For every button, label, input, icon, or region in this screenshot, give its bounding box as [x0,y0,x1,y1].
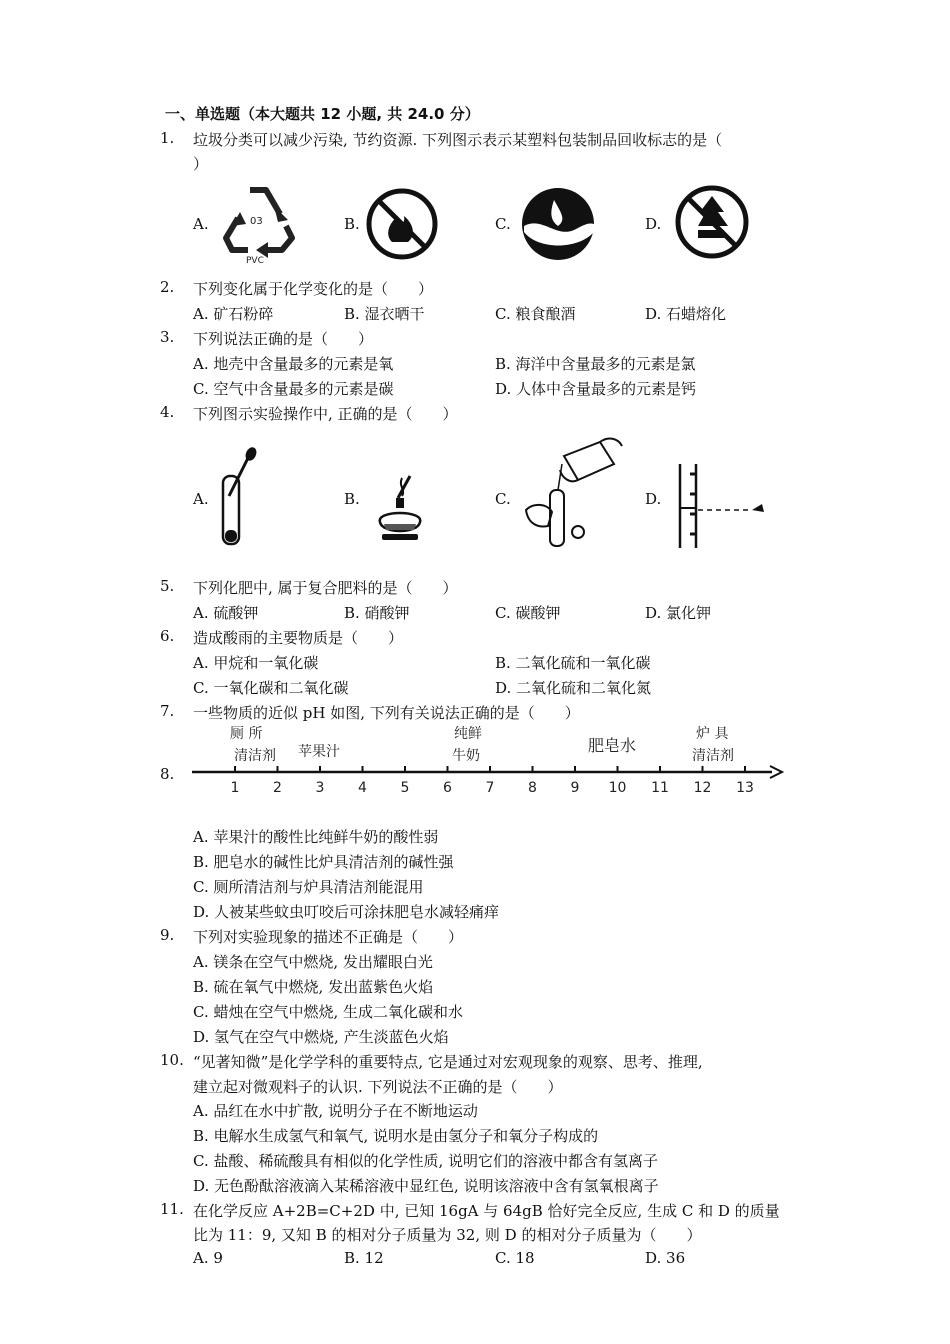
option-c: C. 粮食酿酒 [495,305,576,323]
question-number: 10. [160,1051,184,1069]
question-stem: 下列对实验现象的描述不正确是（ ） [193,928,464,946]
label-stove-cleaner-line2: 清洁剂 [692,748,734,764]
question-number: 1. [160,129,175,147]
option-a: A. 硫酸钾 [193,604,259,622]
option-a: A. [193,490,209,508]
option-c: C. 18 [495,1249,535,1267]
label-milk-line1: 纯鲜 [454,726,482,742]
question-stem-cont: ） [193,155,209,173]
option-d: D. 氢气在空气中燃烧, 产生淡蓝色火焰 [193,1028,449,1046]
option-b: B. 湿衣晒干 [344,305,425,323]
option-d: D. 无色酚酞溶液滴入某稀溶液中显红色, 说明该溶液中含有氢氧根离子 [193,1177,659,1195]
no-logging-icon [672,182,752,262]
question-stem: 下列图示实验操作中, 正确的是（ ） [193,405,458,423]
ph-tick-label: 7 [485,780,495,796]
ph-tick-label: 11 [651,780,669,796]
question-stem: 垃圾分类可以减少污染, 节约资源. 下列图示表示某塑料包装制品回收标志的是（ [193,131,723,149]
option-d: D. [645,215,662,233]
option-a: A. 甲烷和一氧化碳 [193,654,319,672]
ph-scale-diagram [190,722,786,800]
option-a: A. 品红在水中扩散, 说明分子在不断地运动 [193,1102,478,1120]
water-saving-icon [518,186,598,262]
ph-tick-label: 13 [736,780,754,796]
label-apple-juice: 苹果汁 [298,744,340,760]
option-c: C. [495,490,511,508]
svg-text:03: 03 [250,216,263,227]
question-stem: 下列变化属于化学变化的是（ ） [193,280,434,298]
ph-tick-label: 4 [358,780,367,796]
ph-tick-label: 1 [230,780,240,796]
no-fire-icon [364,186,440,262]
option-d: D. 人被某些蚊虫叮咬后可涂抹肥皂水减轻痛痒 [193,903,500,921]
reading-cylinder-icon [666,456,770,552]
section-title: 一、单选题（本大题共 12 小题, 共 24.0 分） [165,105,480,123]
recycle-pvc-icon [212,176,304,264]
question-stem-cont: 比为 11：9, 又知 B 的相对分子质量为 32, 则 D 的相对分子质量为（ ） [193,1226,702,1244]
question-stem: 一些物质的近似 pH 如图, 下列有关说法正确的是（ ） [193,704,580,722]
option-b: B. 硫在氧气中燃烧, 发出蓝紫色火焰 [193,978,434,996]
question-stem: 下列化肥中, 属于复合肥料的是（ ） [193,579,458,597]
ph-tick-label: 6 [443,780,452,796]
option-c: C. 蜡烛在空气中燃烧, 生成二氧化碳和水 [193,1003,464,1021]
question-number: 3. [160,328,175,346]
question-number: 2. [160,278,175,296]
option-a: A. 地壳中含量最多的元素是氧 [193,355,394,373]
option-a: A. 9 [193,1249,223,1267]
option-d: D. 36 [645,1249,686,1267]
label-milk-line2: 牛奶 [452,748,480,764]
option-d: D. 人体中含量最多的元素是钙 [495,380,697,398]
ph-tick-label: 12 [693,780,712,796]
option-b: B. 12 [344,1249,384,1267]
label-soap-water: 肥皂水 [588,736,637,755]
question-stem: 下列说法正确的是（ ） [193,330,374,348]
option-b: B. 硝酸钾 [344,604,410,622]
option-d: D. 二氧化硫和二氧化氮 [495,679,652,697]
option-a: A. [193,215,209,233]
option-b: B. 肥皂水的碱性比炉具清洁剂的碱性强 [193,853,454,871]
ph-tick-label: 5 [400,780,410,796]
question-number: 11. [160,1200,184,1218]
ph-tick-label: 2 [273,780,282,796]
ph-tick-label: 10 [608,780,627,796]
option-c: C. 厕所清洁剂与炉具清洁剂能混用 [193,878,424,896]
option-b: B. 电解水生成氢气和氧气, 说明水是由氢分子和氧分子构成的 [193,1127,599,1145]
question-number: 5. [160,577,175,595]
option-b: B. 二氧化硫和一氧化碳 [495,654,651,672]
option-a: A. 苹果汁的酸性比纯鲜牛奶的酸性弱 [193,828,439,846]
ph-tick-label: 9 [570,780,580,796]
option-c: C. 一氧化碳和二氧化碳 [193,679,349,697]
option-c: C. 盐酸、稀硫酸具有相似的化学性质, 说明它们的溶液中都含有氢离子 [193,1152,659,1170]
label-toilet-cleaner-line1: 厕 所 [230,726,263,742]
question-stem-cont: 建立起对微观料子的认识. 下列说法不正确的是（ ） [193,1078,563,1096]
question-stem: “见著知微”是化学学科的重要特点, 它是通过对宏观现象的观察、思考、推理, [193,1053,703,1071]
pouring-liquid-icon [518,428,630,552]
option-b: B. [344,490,360,508]
option-c: C. 碳酸钾 [495,604,561,622]
option-d: D. 石蜡熔化 [645,305,727,323]
label-toilet-cleaner-line2: 清洁剂 [234,748,276,764]
svg-text:PVC: PVC [246,256,264,264]
ph-tick-label: 8 [528,780,537,796]
option-b: B. 海洋中含量最多的元素是氯 [495,355,696,373]
ph-tick-label: 3 [315,780,325,796]
question-number: 4. [160,403,175,421]
option-b: B. [344,215,360,233]
question-number: 8. [160,765,175,783]
alcohol-lamp-icon [370,472,430,548]
label-stove-cleaner-line1: 炉 具 [696,726,729,742]
test-tube-dropper-icon [215,446,261,550]
question-number: 6. [160,627,175,645]
question-number: 7. [160,702,175,720]
option-c: C. 空气中含量最多的元素是碳 [193,380,394,398]
question-number: 9. [160,926,175,944]
question-stem: 在化学反应 A+2B=C+2D 中, 已知 16gA 与 64gB 恰好完全反应, 生成 C 和 D 的质量 [193,1202,780,1220]
option-d: D. 氯化钾 [645,604,712,622]
option-a: A. 镁条在空气中燃烧, 发出耀眼白光 [193,953,433,971]
option-c: C. [495,215,511,233]
option-d: D. [645,490,662,508]
option-a: A. 矿石粉碎 [193,305,274,323]
question-stem: 造成酸雨的主要物质是（ ） [193,629,404,647]
